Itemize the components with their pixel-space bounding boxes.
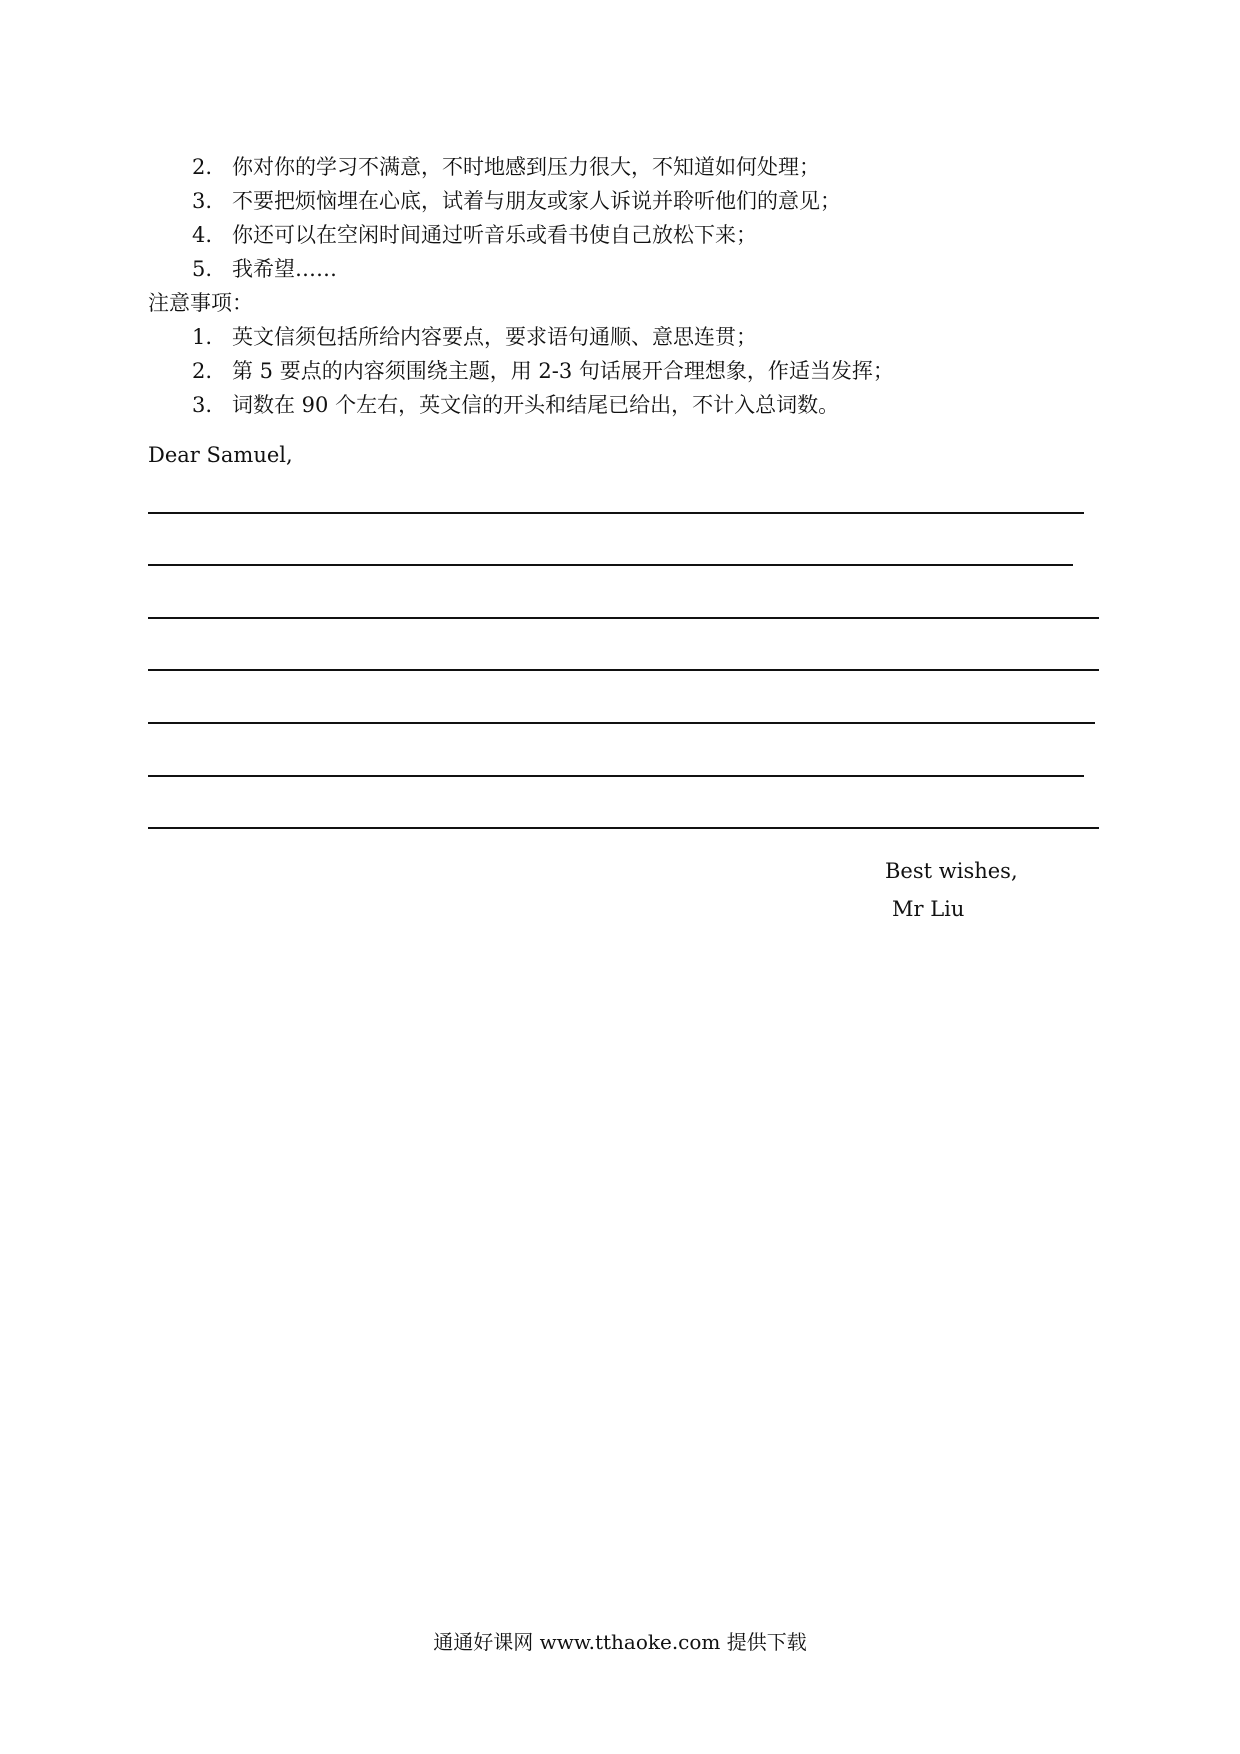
- writing-line[interactable]: [148, 722, 1095, 724]
- writing-line[interactable]: [148, 827, 1099, 829]
- note-item: [192, 324, 757, 350]
- point-text: 你对你的学习不满意，不时地感到压力很大，不知道如何处理；: [232, 155, 820, 179]
- point-number: 3.: [192, 189, 213, 213]
- writing-line[interactable]: [148, 512, 1084, 514]
- note-number: 1.: [192, 325, 213, 349]
- closing: Best wishes,: [885, 859, 1018, 883]
- signature: Mr Liu: [892, 897, 965, 921]
- point-item: [192, 256, 337, 282]
- point-item: [192, 154, 820, 180]
- point-text: 我希望……: [232, 257, 337, 281]
- writing-line[interactable]: [148, 669, 1099, 671]
- note-number: 2.: [192, 359, 213, 383]
- point-text: 不要把烦恼埋在心底，试着与朋友或家人诉说并聆听他们的意见；: [232, 189, 841, 213]
- notes-title: 注意事项：: [148, 291, 253, 315]
- note-text: 第 5 要点的内容须围绕主题，用 2-3 句话展开合理想象，作适当发挥；: [232, 359, 894, 383]
- point-item: [192, 188, 841, 214]
- note-number: 3.: [192, 393, 213, 417]
- writing-line[interactable]: [148, 564, 1073, 566]
- point-number: 4.: [192, 223, 213, 247]
- writing-line[interactable]: [148, 775, 1084, 777]
- point-number: 5.: [192, 257, 213, 281]
- point-text: 你还可以在空闲时间通过听音乐或看书使自己放松下来；: [232, 223, 757, 247]
- page-footer: 通通好课网 www.tthaoke.com 提供下载: [433, 1630, 807, 1654]
- note-text: 英文信须包括所给内容要点，要求语句通顺、意思连贯；: [232, 325, 757, 349]
- note-item: [192, 392, 839, 418]
- salutation: Dear Samuel,: [148, 443, 293, 467]
- note-item: [192, 358, 894, 384]
- point-number: 2.: [192, 155, 213, 179]
- writing-line[interactable]: [148, 617, 1099, 619]
- point-item: [192, 222, 757, 248]
- note-text: 词数在 90 个左右，英文信的开头和结尾已给出，不计入总词数。: [232, 393, 840, 417]
